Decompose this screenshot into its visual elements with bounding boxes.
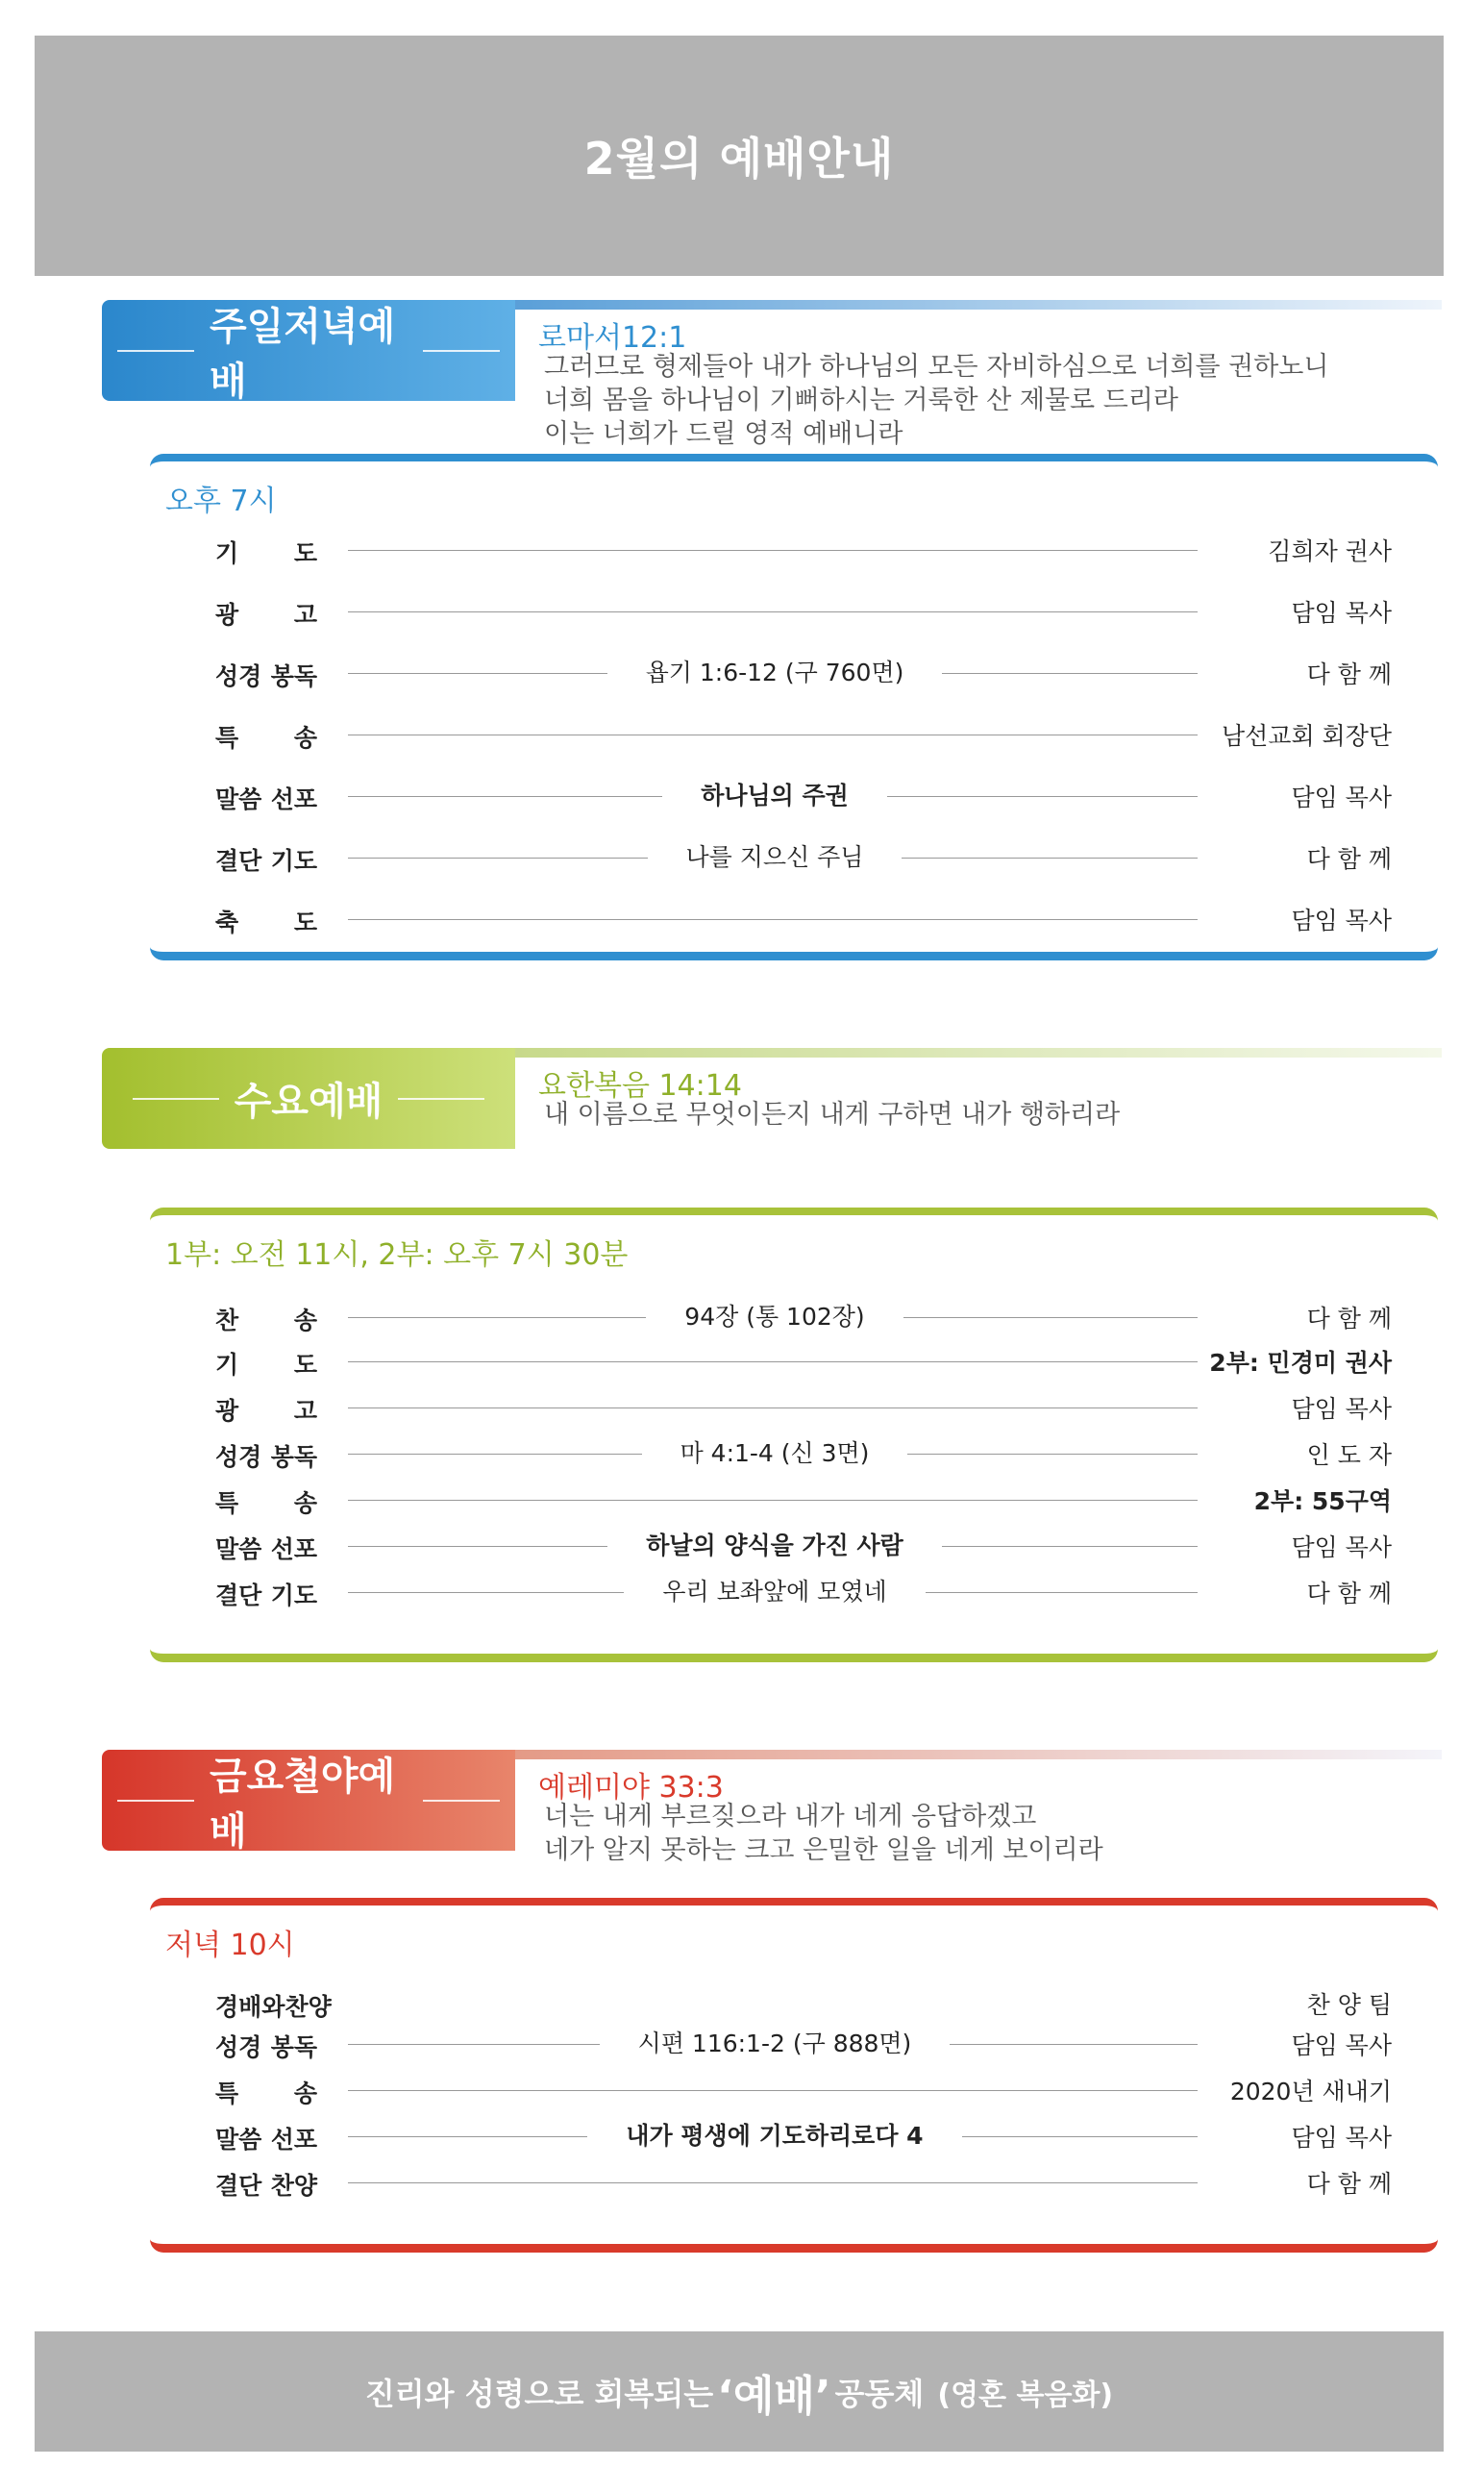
sunday-order-box (150, 454, 1438, 960)
order-leader: 찬 양 팀 (1306, 1991, 1392, 2019)
order-row (150, 713, 1438, 752)
wednesday-verse-text (544, 1098, 1120, 1132)
order-label: 축 도 (215, 909, 317, 936)
wednesday-tag (102, 1048, 515, 1149)
order-label: 결단 찬양 (215, 2172, 317, 2200)
wednesday-verse-line: 내 이름으로 무엇이든지 내게 구하면 내가 행하리라 (544, 1100, 1121, 1130)
footer-banner (35, 2331, 1444, 2452)
order-detail: 마 4:1-4 (신 3면) (642, 1439, 908, 1467)
sunday-tag (102, 300, 515, 404)
order-row (150, 529, 1438, 567)
order-detail: 나를 지으신 주님 (648, 843, 903, 871)
divider (348, 2090, 1198, 2091)
order-detail: 하나님의 주권 (662, 782, 887, 810)
page-title-banner (35, 36, 1444, 276)
order-row (150, 1432, 1438, 1471)
friday-verse-ref: 예레미야 33:3 (538, 1771, 724, 1805)
order-row (150, 1340, 1438, 1379)
order-detail: 우리 보좌앞에 모였네 (624, 1578, 925, 1606)
order-row (150, 836, 1438, 875)
order-label: 찬 송 (215, 1307, 317, 1334)
sunday-tag-label: 주일저녁예배 (209, 304, 396, 404)
order-row (150, 2023, 1438, 2061)
order-label: 특 송 (215, 724, 317, 752)
friday-verse-line: 네가 알지 못하는 크고 은밀한 일을 네게 보이리라 (544, 1835, 1103, 1865)
order-leader: 담임 목사 (1291, 599, 1392, 627)
order-row (150, 1296, 1438, 1334)
order-label: 말씀 선포 (215, 2126, 317, 2154)
order-detail: 하날의 양식을 가진 사람 (607, 1532, 942, 1559)
wednesday-tag-label: 수요예배 (234, 1080, 383, 1124)
order-detail: 시편 116:1-2 (구 888면) (600, 2030, 951, 2057)
wednesday-time: 1부: 오전 11시, 2부: 오후 7시 30분 (165, 1238, 629, 1272)
wednesday-order-box (150, 1208, 1438, 1662)
footer-emphasis: ‘예배’ (717, 2371, 831, 2421)
order-leader: 2부: 55구역 (1253, 1487, 1392, 1515)
wednesday-verse-bar (515, 1048, 1442, 1058)
order-leader: 다 함 께 (1306, 2170, 1392, 2198)
order-leader: 다 함 께 (1306, 845, 1392, 873)
friday-tag (102, 1750, 515, 1854)
order-label: 결단 기도 (215, 847, 317, 875)
order-label: 말씀 선포 (215, 1535, 317, 1563)
friday-time: 저녁 10시 (165, 1929, 295, 1962)
sunday-verse-line: 너희 몸을 하나님이 기뻐하시는 거룩한 산 제물로 드리라 (544, 386, 1178, 415)
order-leader: 다 함 께 (1306, 1305, 1392, 1333)
order-leader: 담임 목사 (1291, 907, 1392, 934)
friday-verse-bar (515, 1750, 1442, 1759)
order-label: 특 송 (215, 1489, 317, 1517)
divider (348, 1500, 1198, 1501)
friday-order-box (150, 1898, 1438, 2253)
order-leader: 2020년 새내기 (1229, 2078, 1392, 2105)
divider (348, 2182, 1198, 2183)
sunday-verse-bar (515, 300, 1442, 310)
order-row (150, 590, 1438, 629)
order-leader: 2부: 민경미 권사 (1209, 1349, 1392, 1377)
order-row (150, 2115, 1438, 2154)
sunday-verse-line: 그러므로 형제들아 내가 하나님의 모든 자비하심으로 너희를 권하노니 (544, 352, 1329, 382)
sunday-verse-text (544, 350, 1328, 451)
order-label: 말씀 선포 (215, 785, 317, 813)
footer-text: 진리와 성령으로 회복되는 (364, 2375, 714, 2412)
divider (348, 611, 1198, 612)
order-label: 광 고 (215, 601, 317, 629)
order-label: 특 송 (215, 2080, 317, 2107)
order-leader: 담임 목사 (1291, 2031, 1392, 2059)
order-row (150, 1386, 1438, 1425)
order-detail: 94장 (통 102장) (646, 1303, 903, 1331)
wednesday-verse-ref: 요한복음 14:14 (538, 1069, 742, 1103)
order-label: 기 도 (215, 1351, 317, 1379)
page-title: 2월의 예배안내 (583, 133, 895, 185)
order-leader: 담임 목사 (1291, 1395, 1392, 1423)
sunday-verse-ref: 로마서12:1 (538, 321, 687, 355)
order-row (150, 652, 1438, 690)
footer-text-b: 공동체 (834, 2375, 925, 2412)
order-row (150, 775, 1438, 813)
order-row (150, 2069, 1438, 2107)
order-label: 결단 기도 (215, 1582, 317, 1609)
order-row (150, 1571, 1438, 1609)
order-label: 광 고 (215, 1397, 317, 1425)
divider (348, 1361, 1198, 1362)
order-leader: 담임 목사 (1291, 2124, 1392, 2152)
order-row (150, 1982, 1438, 2021)
order-leader: 담임 목사 (1291, 784, 1392, 811)
sunday-verse-line: 이는 너희가 드릴 영적 예배니라 (544, 419, 903, 449)
divider (348, 550, 1198, 551)
friday-verse-line: 너는 내게 부르짖으라 내가 네게 응답하겠고 (544, 1802, 1037, 1831)
order-row (150, 1479, 1438, 1517)
footer-subtext: (영혼 복음화) (937, 2378, 1114, 2412)
order-row (150, 898, 1438, 936)
order-leader: 다 함 께 (1306, 1580, 1392, 1607)
friday-tag-label: 금요철야예배 (209, 1754, 396, 1854)
order-leader: 담임 목사 (1291, 1533, 1392, 1561)
order-leader: 남선교회 회장단 (1222, 722, 1392, 750)
order-row (150, 1525, 1438, 1563)
order-label: 기 도 (215, 539, 317, 567)
order-leader: 김희자 권사 (1268, 537, 1392, 565)
order-label: 경배와찬양 (215, 1993, 332, 2021)
order-detail: 내가 평생에 기도하리로다 4 (587, 2122, 961, 2150)
order-label: 성경 봉독 (215, 662, 317, 690)
order-label: 성경 봉독 (215, 2033, 317, 2061)
order-row (150, 2161, 1438, 2200)
order-detail: 욥기 1:6-12 (구 760면) (607, 659, 943, 686)
friday-verse-text (544, 1800, 1103, 1867)
order-label: 성경 봉독 (215, 1443, 317, 1471)
divider (348, 919, 1198, 920)
order-leader: 인 도 자 (1306, 1441, 1392, 1469)
sunday-time: 오후 7시 (165, 485, 277, 518)
divider (348, 1407, 1198, 1408)
order-leader: 다 함 께 (1306, 660, 1392, 688)
